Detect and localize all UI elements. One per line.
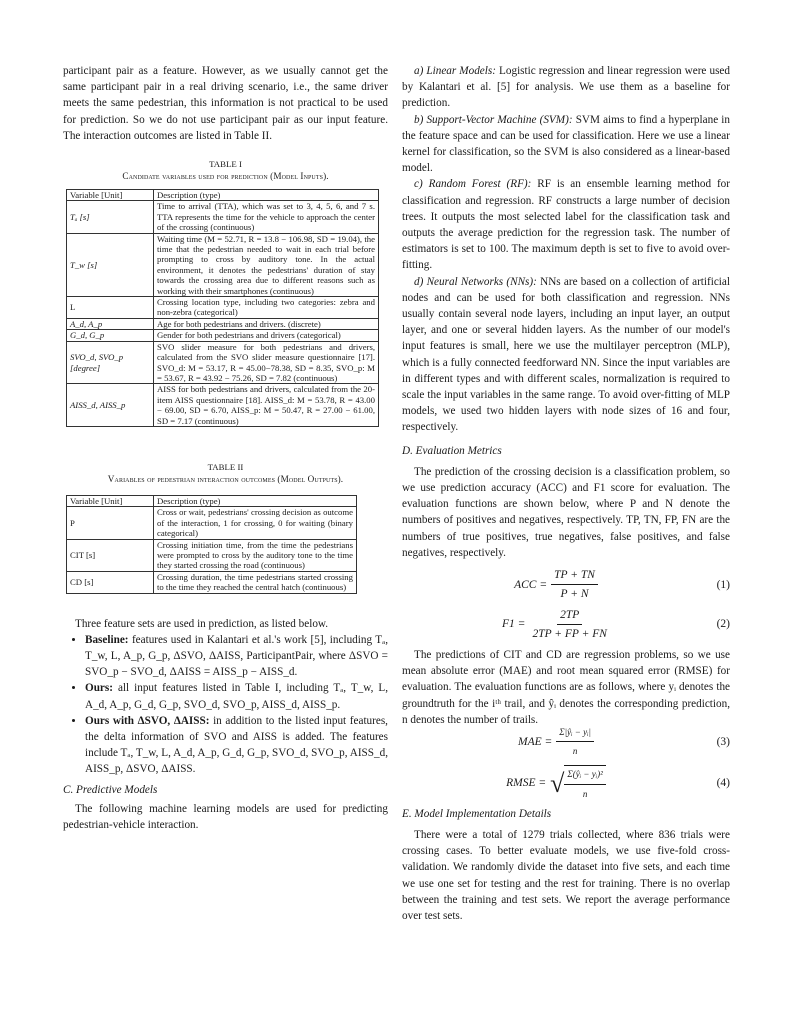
- equation-lhs: F1 =: [502, 618, 526, 631]
- svm-text: SVM aims to find a hyperplane in the feature space and can be used for classification. Here we use a linear kernel for classification, so the SVM is also considered as a linear-based model.: [402, 113, 730, 175]
- equation-number: (1): [716, 578, 730, 591]
- table1-desc: AISS for both pedestrians and drivers, calculated from the 20-item AISS questionnaire [18]. AISS_d: M = 53.78, R = 43.00 − 69.00, SD = 6.70, AISS_p: M = 50.47, R = 27.00 − 61.00, SD = 7.17 (continuous): [154, 384, 379, 427]
- equation-fraction: [564, 766, 605, 801]
- equation-denominator: n: [582, 788, 588, 799]
- list-item: [85, 632, 388, 681]
- table-row: [67, 539, 357, 571]
- square-root: [550, 765, 606, 801]
- table1-desc: Waiting time (M = 52.71, R = 13.8 − 106.98, SD = 19.04), the time that the pedestrian needed to wait in each trial before prompting to cross by auditory tone. In the actual environment, it denotes the pedestrians' duration of stay towards the crossing area due to different reasons such as working with their smartphones (continuous): [154, 233, 379, 296]
- table1-var: AISS_d, AISS_p: [67, 384, 154, 427]
- rf-paragraph: [402, 176, 730, 273]
- table2-desc: Crossing initiation time, from the time the pedestrians were prompted to cross by the auditory tone to the time they started crossing the road (continuous): [154, 539, 357, 571]
- table1-label: TABLE I: [209, 159, 242, 170]
- equation-numerator: 2TP: [557, 607, 582, 625]
- table1: [66, 189, 379, 427]
- table-row: [67, 507, 357, 539]
- feature-set-label: Ours:: [85, 682, 113, 695]
- nn-text: NNs are based on a collection of artificial nodes and can be used for both classification and regression. NNs usually contain several node layers, including an input layer, an output layer, and one or several hidden layers. As the number of our model's input features is small, here we use the multilayer perceptron (MLP), which is a fully connected feedforward NN. Since the input variables are in different types and with different scales, normalization is required to scale the input variables in the same range. To avoid over-fitting of MLP models, we used two hidden layers with node sizes of 16 and four, respectively.: [402, 275, 730, 434]
- feature-sets-intro: Three feature sets are used in prediction, as listed below.: [75, 617, 329, 630]
- table1-desc: SVO slider measure for both pedestrians and drivers, calculated from the SVO slider measure questionnaire [17]. SVO_d: M = 53.17, R = 45.00−78.38, SD = 8.35, SVO_p: M = 53.67, R = 43.92 − 75.26, SD = 7.82 (continuous): [154, 341, 379, 384]
- equation-fraction: [529, 607, 610, 642]
- table2-desc: Cross or wait, pedestrians' crossing decision as outcome of the interaction, 1 for crossing, 0 for waiting (binary categorical): [154, 507, 357, 539]
- table1-desc: Gender for both pedestrians and drivers (categorical): [154, 330, 379, 341]
- table2-header-description: Description (type): [154, 495, 357, 506]
- svm-paragraph: [402, 112, 730, 177]
- svm-heading: b) Support-Vector Machine (SVM):: [414, 113, 573, 126]
- equation-rmse: [402, 765, 730, 801]
- equation-number: (3): [716, 735, 730, 748]
- linear-models-paragraph: [402, 63, 730, 112]
- equation-fraction: [551, 567, 598, 602]
- feature-set-label: Ours with ΔSVO, ΔAISS:: [85, 714, 210, 727]
- equation-denominator: 2TP + FP + FN: [532, 627, 607, 640]
- radical-sign-icon: √: [550, 768, 565, 798]
- table1-header-variable: Variable [Unit]: [67, 190, 154, 201]
- table-row: [67, 341, 379, 384]
- feature-set-text: in addition to the listed input features, the delta information of SVO and AISS is added. The features include Tₐ, T_w, L, A_d, A_p, G_d, G_p, SVO_d, SVO_p, AISS_d, AISS_p, ΔSVO, ΔAISS.: [85, 714, 388, 776]
- table1-var: G_d, G_p: [67, 330, 154, 341]
- table2-header-variable: Variable [Unit]: [67, 495, 154, 506]
- table1-var: Tₐ [s]: [67, 201, 154, 233]
- regression-paragraph: The predictions of CIT and CD are regression problems, so we use mean absolute error (MAE) and root mean squared error (RMSE) for evaluation. The evaluation functions are as follows, where yᵢ denotes the groundtruth for the iᵗʰ trail, and ŷᵢ denotes the corresponding prediction, n denotes the number of trails.: [402, 648, 730, 726]
- equation-lhs: RMSE =: [506, 777, 547, 790]
- equation-numerator: Σ(ŷᵢ − yᵢ)²: [564, 766, 605, 784]
- table-row: [67, 201, 379, 233]
- section-d-heading: D. Evaluation Metrics: [402, 444, 502, 457]
- equation-number: (2): [716, 618, 730, 631]
- intro-paragraph: participant pair as a feature. However, as we usually cannot get the same participant pair in a real driving scenario, i.e., the same driver meets the same pedestrian, this information is not practical to be used for prediction. So we do not use participant pair as our input feature. The interaction outcomes are listed in Table II.: [63, 65, 388, 142]
- equation-f1: [402, 607, 730, 642]
- table1-header-description: Description (type): [154, 190, 379, 201]
- table-row: [67, 297, 379, 319]
- feature-set-text: all input features listed in Table I, including Tₐ, T_w, L, A_d, A_p, G_d, G_p, SVO_d, SVO_p, AISS_d, AISS_p.: [85, 682, 389, 711]
- linear-models-heading: a) Linear Models:: [414, 65, 496, 77]
- equation-lhs: ACC =: [514, 578, 548, 591]
- table1-desc: Crossing location type, including two categories: zebra and non-zebra (categorical): [154, 297, 379, 319]
- table2-caption: Variables of pedestrian interaction outcomes (Model Outputs).: [107, 473, 344, 484]
- table1-header-row: [67, 190, 379, 201]
- feature-set-list: [63, 632, 388, 778]
- linear-models-text: Logistic regression and linear regression were used by Kalantari et al. [5] for analysis. We use them as a baseline for prediction.: [402, 65, 730, 110]
- list-item: [85, 713, 388, 778]
- nn-heading: d) Neural Networks (NNs):: [414, 275, 537, 288]
- evaluation-paragraph: The prediction of the crossing decision is a classification problem, so we use prediction accuracy (ACC) and F1 score for evaluation. The evaluation functions are shown below, where P and N denote the numbers of positives and negatives, respectively. TP, TN, FP, FN are the numbers of true positives, true negatives, false positives, and false negatives, respectively.: [402, 465, 730, 559]
- rf-text: RF is an ensemble learning method for classification and regression. RF constructs a large number of decision trees. It outputs the most selected label for the classification task and outputs the average prediction for the regression task. The number of estimators is set to 100. The maximum depth is set to five to avoid over-fitting.: [402, 178, 731, 272]
- table1-desc: Time to arrival (TTA), which was set to 3, 4, 5, 6, and 7 s. TTA represents the time for the vehicle to approach the center of the crossing (continuous): [154, 201, 379, 233]
- equation-numerator: Σ|ŷᵢ − yᵢ|: [556, 724, 594, 742]
- table-row: [67, 571, 357, 593]
- table-row: [67, 318, 379, 329]
- table2-var: CIT [s]: [67, 539, 154, 571]
- table2-desc: Crossing duration, the time pedestrians started crossing to the time they reached the central hatch (continuous): [154, 571, 357, 593]
- table1-var: SVO_d, SVO_p [degree]: [67, 341, 154, 384]
- table1-var: A_d, A_p: [67, 318, 154, 329]
- left-column: [63, 63, 388, 833]
- equation-lhs: MAE =: [518, 735, 553, 748]
- equation-denominator: P + N: [560, 588, 589, 601]
- models-intro-paragraph: The following machine learning models are used for predicting pedestrian-vehicle interaction.: [63, 802, 388, 832]
- nn-paragraph: [402, 274, 730, 436]
- list-item: [85, 680, 388, 712]
- equation-mae: [402, 724, 730, 759]
- right-column: [402, 63, 730, 924]
- feature-set-label: Baseline:: [85, 633, 129, 646]
- table2-var: P: [67, 507, 154, 539]
- feature-set-text: features used in Kalantari et al.'s work [5], including Tₐ, T_w, L, A_p, G_p, ΔSVO, ΔAISS, ParticipantPair, where ΔSVO = SVO_p − SVO_d, ΔAISS = AISS_p − AISS_d.: [85, 633, 388, 679]
- rf-heading: c) Random Forest (RF):: [414, 178, 532, 191]
- section-c-heading: C. Predictive Models: [63, 783, 158, 796]
- table2-label: TABLE II: [207, 461, 244, 472]
- equation-denominator: n: [572, 746, 578, 757]
- equation-fraction: [556, 724, 594, 759]
- table1-caption: Candidate variables used for prediction (Model Inputs).: [122, 171, 329, 182]
- table2-var: CD [s]: [67, 571, 154, 593]
- implementation-paragraph: There were a total of 1279 trials collected, where 836 trials were crossing cases. To better evaluate models, we use five-fold cross-validation. We randomly divide the dataset into five sets, and each time we use one set for testing and the rest for training. There is no overlap between the training and test sets. We report the average performance over test sets.: [402, 828, 730, 922]
- table-row: [67, 384, 379, 427]
- equation-number: (4): [716, 777, 730, 790]
- equation-acc: [402, 567, 730, 602]
- equation-numerator: TP + TN: [551, 567, 598, 585]
- table2: [66, 495, 357, 594]
- section-e-heading: E. Model Implementation Details: [402, 807, 552, 820]
- table-row: [67, 233, 379, 296]
- table1-var: T_w [s]: [67, 233, 154, 296]
- table2-header-row: [67, 495, 357, 506]
- table-row: [67, 330, 379, 341]
- table1-desc: Age for both pedestrians and drivers. (discrete): [154, 318, 379, 329]
- table1-var: L: [67, 297, 154, 319]
